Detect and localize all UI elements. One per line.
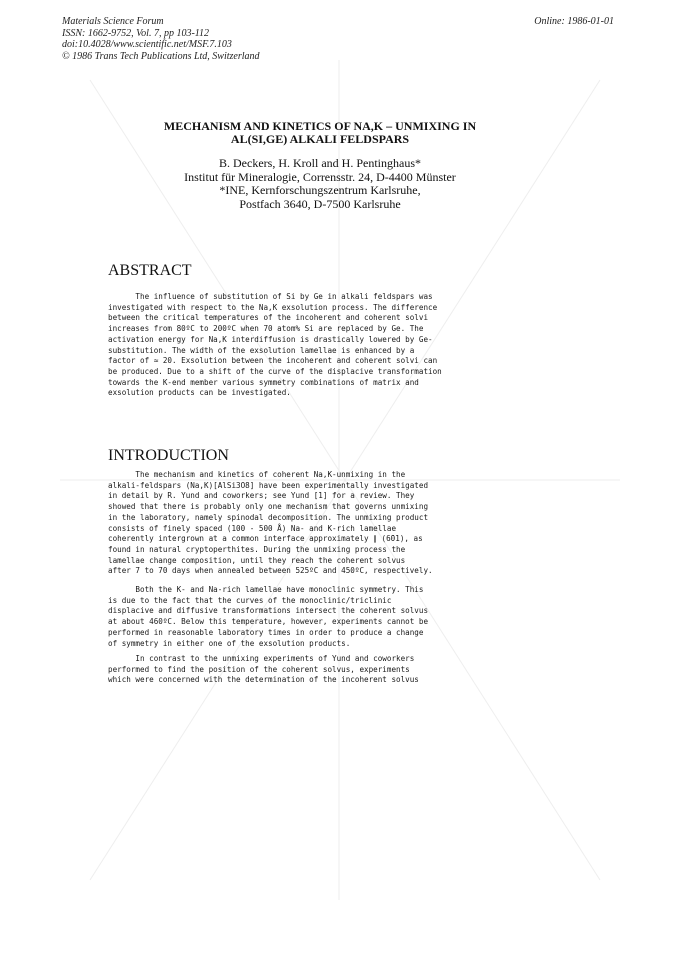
introduction-heading: INTRODUCTION <box>108 447 229 464</box>
title-line-1: MECHANISM AND KINETICS OF NA,K – UNMIXING IN <box>163 119 477 133</box>
doi-line: doi:10.4028/www.scientific.net/MSF.7.103 <box>62 39 232 51</box>
title-line-2: AL(SI,GE) ALKALI FELDSPARS <box>230 132 410 146</box>
journal-metadata <box>62 16 260 62</box>
online-date: Online: 1986-01-01 <box>534 16 614 27</box>
affiliation-1: Institut für Mineralogie, Corrensstr. 24, D-4400 Münster <box>184 169 456 184</box>
journal-name: Materials Science Forum <box>62 16 164 27</box>
introduction-paragraph-3: In contrast to the unmixing experiments of Yund and coworkers performed to find the position of the coherent solvus, experiments which were concerned with the determination of the incoherent solvus <box>108 654 419 685</box>
introduction-paragraph-2: Both the K- and Na-rich lamellae have monoclinic symmetry. This is due to the fact that the curves of the monoclinic/triclinic displacive and diffusive transformations intersect the coherent solvus at about 460ºC. Below this temperature, however, experiments cannot be performed in reasonable laboratory times in order to produce a change of symmetry in either one of the exsolution products. <box>108 585 429 648</box>
issn-line: ISSN: 1662-9752, Vol. 7, pp 103-112 <box>62 27 210 39</box>
paper-title <box>110 120 530 146</box>
author-names: B. Deckers, H. Kroll and H. Pentinghaus* <box>219 156 421 170</box>
introduction-paragraph-1: The mechanism and kinetics of coherent Na,K-unmixing in the alkali-feldspars (Na,K)[AlSi3O8] have been experimentally investigated in detail by R. Yund and coworkers; see Yund [1] for a review. They showed that there is probably only one mechanism that governs unmixing in the laboratory, namely spinodal decomposition. The unmixing product consists of finely spaced (100 - 500 Å) Na- and K-rich lamellae coherently intergrown at a common interface approximately ∥ (6̄01), as found in natural cryptoperthites. During the unmixing process the lamellae change composition, until they reach the coherent solvus after 7 to 70 days when annealed between 525ºC and 450ºC, respectively. <box>108 470 433 576</box>
affiliation-2: *INE, Kernforschungszentrum Karlsruhe, <box>219 183 421 197</box>
abstract-heading: ABSTRACT <box>108 262 192 279</box>
abstract-text: The influence of substitution of Si by Ge in alkali feldspars was investigated with respect to the Na,K exsolution process. The difference between the critical temperatures of the incoherent and coherent solvi increases from 80ºC to 200ºC when 70 atom% Si are replaced by Ge. The activation energy for Na,K interdiffusion is drastically lowered by Ge- substitution. The width of the exsolution lamellae is enhanced by a factor of ≈ 20. Exsolution between the incoherent and coherent solvi can be produced. Due to a shift of the curve of the displacive transformation towards the K-end member various symmetry combinations of matrix and exsolution products can be investigated. <box>108 292 442 398</box>
author-block <box>110 157 530 211</box>
affiliation-3: Postfach 3640, D-7500 Karlsruhe <box>239 196 401 211</box>
copyright-line: © 1986 Trans Tech Publications Ltd, Switzerland <box>62 50 260 62</box>
